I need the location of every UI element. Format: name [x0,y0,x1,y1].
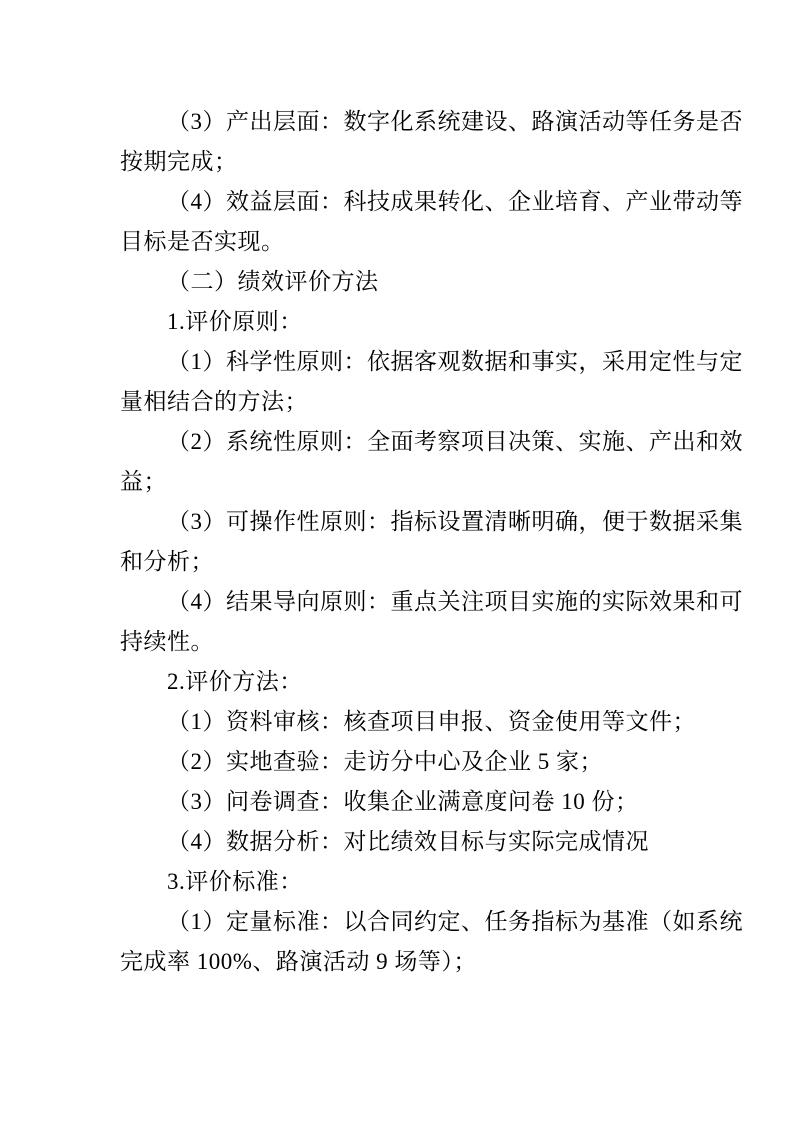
list-item-label: 2.评价方法： [167,669,303,694]
text-line: （2）系统性原则：全面考察项目决策、实施、产出和效 [167,429,743,454]
text-line: （3）可操作性原则：指标设置清晰明确，便于数据采集 [167,509,743,534]
text-line: （2）实地查验：走访分中心及企业 5 家； [167,749,603,774]
section-heading: （二）绩效评价方法 [167,269,379,294]
text-line: （1）科学性原则：依据客观数据和事实，采用定性与定 [167,349,743,374]
text-line: 完成率 100%、路演活动 9 场等）； [120,949,477,974]
list-item-label: 1.评价原则： [167,309,303,334]
text-line: 持续性。 [120,629,214,654]
text-line: 量相结合的方法； [120,389,308,414]
document-text-block [120,102,743,982]
text-line: （1）资料审核：核查项目申报、资金使用等文件； [167,709,696,734]
text-line: （4）效益层面：科技成果转化、企业培育、产业带动等 [167,189,743,214]
text-line: （4）数据分析：对比绩效目标与实际完成情况 [167,829,649,854]
text-line: （4）结果导向原则：重点关注项目实施的实际效果和可 [167,589,743,614]
text-line: 按期完成； [120,149,238,174]
text-line: （1）定量标准：以合同约定、任务指标为基准（如系统 [167,909,743,934]
list-item-label: 3.评价标准： [167,869,303,894]
text-line: （3）问卷调查：收集企业满意度问卷 10 份； [167,789,639,814]
text-line: 益； [120,469,167,494]
text-line: 和分析； [120,549,214,574]
text-line: （3）产出层面：数字化系统建设、路演活动等任务是否 [167,109,743,134]
text-line: 目标是否实现。 [120,229,285,254]
